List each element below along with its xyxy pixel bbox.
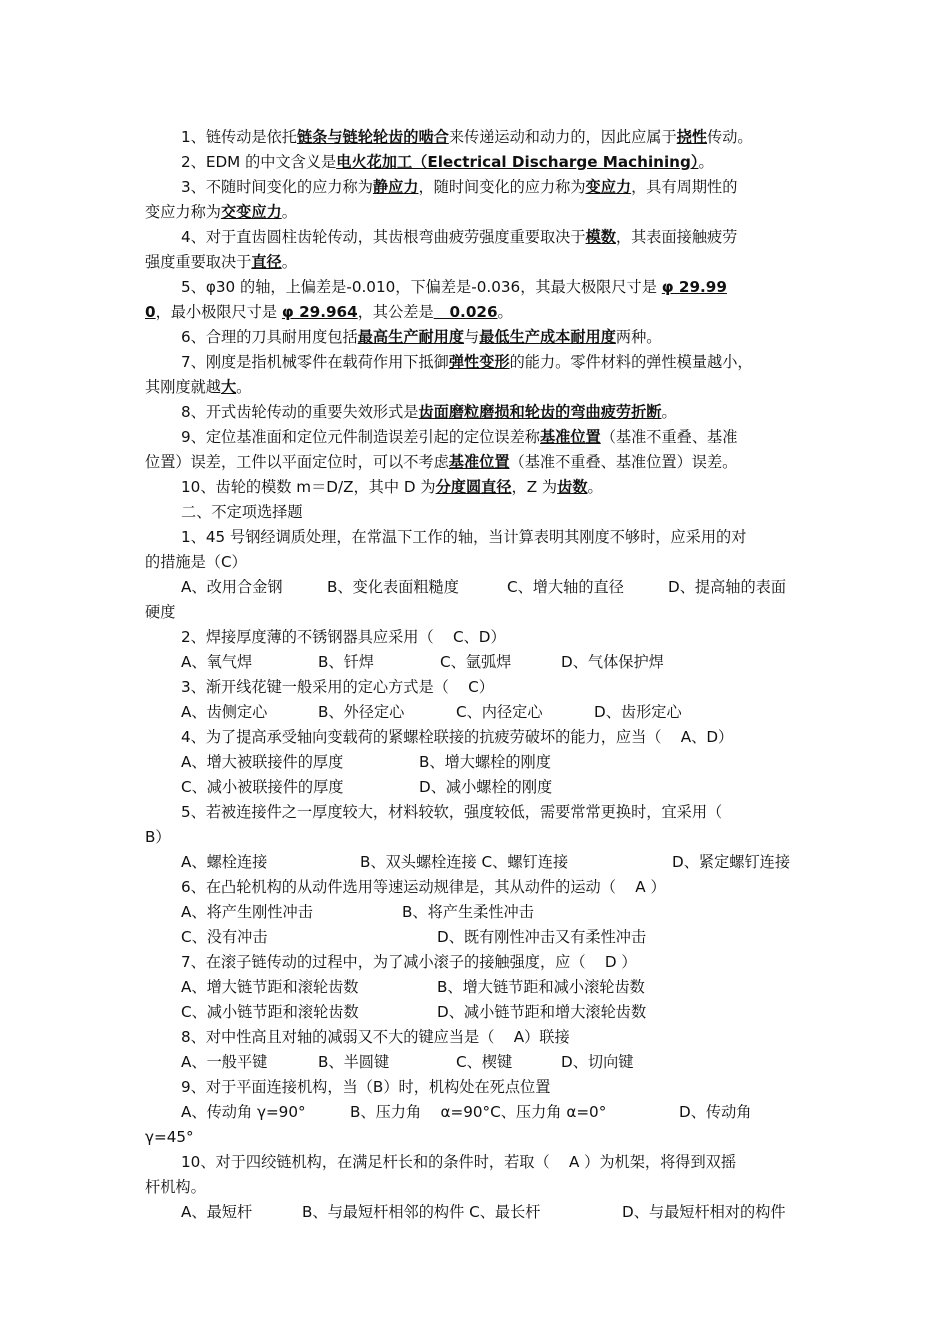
mc-q5-stem: 5、若被连接件之一厚度较大，材料较软，强度较低，需要常常更换时，宜采用（ [181,803,723,821]
mc-q8-option-d: D、切向键 [561,1053,634,1071]
mc-q2-option-b: B、钎焊 [318,653,374,671]
mc-q3-option-a: A、齿侧定心 [181,703,268,721]
mc-q7-option-d: D、减小链节距和增大滚轮齿数 [437,1003,647,1021]
mc-q6-stem: 6、在凸轮机构的从动件选用等速运动规律是，其从动件的运动（ A ） [181,878,666,896]
mc-q1-option-a: A、改用合金钢 [181,578,283,596]
mc-q1-stem: 1、45 号钢经调质处理，在常温下工作的轴，当计算表明其刚度不够时，应采用的对 [181,528,747,546]
mc-q9-option-b-c: B、压力角 α=90°C、压力角 α=0° [350,1103,607,1121]
fill-q5-line1: 5、φ30 的轴，上偏差是-0.010，下偏差是-0.036，其最大极限尺寸是 φ 29.99 [181,278,727,296]
mc-q1-option-b: B、变化表面粗糙度 [327,578,459,596]
mc-q8-option-b: B、半圆键 [318,1053,390,1071]
mc-q6-option-b: B、将产生柔性冲击 [402,903,534,921]
mc-q2-option-a: A、氧气焊 [181,653,253,671]
mc-q4-option-b: B、增大螺栓的刚度 [419,753,551,771]
fill-q7-line1: 7、刚度是指机械零件在载荷作用下抵御弹性变形的能力。零件材料的弹性模量越小， [181,353,753,371]
mc-q6-option-c: C、没有冲击 [181,928,268,946]
mc-q3-option-d: D、齿形定心 [594,703,682,721]
fill-q4-line1: 4、对于直齿圆柱齿轮传动，其齿根弯曲疲劳强度重要取决于模数，其表面接触疲劳 [181,228,738,246]
mc-q1-option-d-cont: 硬度 [145,603,176,621]
fill-q1: 1、链传动是依托链条与链轮轮齿的啮合来传递运动和动力的，因此应属于挠性传动。 [181,128,753,146]
mc-q3-stem: 3、渐开线花键一般采用的定心方式是（ C） [181,678,494,696]
fill-q4-line2: 强度重要取决于直径。 [145,253,297,271]
mc-q1-option-c: C、增大轴的直径 [507,578,624,596]
fill-q6: 6、合理的刀具耐用度包括最高生产耐用度与最低生产成本耐用度两种。 [181,328,662,346]
mc-q6-option-d: D、既有刚性冲击又有柔性冲击 [437,928,647,946]
mc-q8-stem: 8、对中性高且对轴的减弱又不大的键应当是（ A）联接 [181,1028,570,1046]
fill-q3-line2: 变应力称为交变应力。 [145,203,297,221]
mc-q9-option-d-cont: γ=45° [145,1128,194,1146]
mc-q7-option-a: A、增大链节距和滚轮齿数 [181,978,359,996]
mc-q3-option-b: B、外径定心 [318,703,405,721]
mc-q7-stem: 7、在滚子链传动的过程中，为了减小滚子的接触强度，应（ D ） [181,953,637,971]
mc-q4-stem: 4、为了提高承受轴向变载荷的紧螺栓联接的抗疲劳破坏的能力，应当（ A、D） [181,728,734,746]
mc-q4-option-c: C、减小被联接件的厚度 [181,778,344,796]
mc-q4-option-d: D、减小螺栓的刚度 [419,778,553,796]
fill-q10: 10、齿轮的模数 m＝D/Z，其中 D 为分度圆直径，Z 为齿数。 [181,478,603,496]
mc-q1-option-d: D、提高轴的表面 [668,578,787,596]
mc-q9-stem: 9、对于平面连接机构，当（B）时，机构处在死点位置 [181,1078,551,1096]
fill-q9-line2: 位置）误差，工件以平面定位时，可以不考虑基准位置（基准不重叠、基准位置）误差。 [145,453,738,471]
fill-q8: 8、开式齿轮传动的重要失效形式是齿面磨粒磨损和轮齿的弯曲疲劳折断。 [181,403,677,421]
mc-q1-stem-cont: 的措施是（C） [145,553,247,571]
mc-q2-option-c: C、氩弧焊 [440,653,512,671]
mc-q8-option-c: C、楔键 [456,1053,513,1071]
mc-q6-option-a: A、将产生刚性冲击 [181,903,313,921]
fill-q7-line2: 其刚度就越大。 [145,378,252,396]
mc-q10-option-b-c: B、与最短杆相邻的构件 C、最长杆 [302,1203,541,1221]
mc-q5-option-b-c: B、双头螺栓连接 C、螺钉连接 [360,853,569,871]
fill-q9-line1: 9、定位基准面和定位元件制造误差引起的定位误差称基准位置（基准不重叠、基准 [181,428,738,446]
mc-q9-option-a: A、传动角 γ=90° [181,1103,306,1121]
mc-q4-option-a: A、增大被联接件的厚度 [181,753,344,771]
mc-q10-stem-cont: 杆机构。 [145,1178,206,1196]
mc-q10-stem: 10、对于四绞链机构，在满足杆长和的条件时，若取（ A ）为机架，将得到双摇 [181,1153,737,1171]
mc-q9-option-d: D、传动角 [679,1103,752,1121]
mc-q10-option-d: D、与最短杆相对的构件 [622,1203,786,1221]
mc-q7-option-b: B、增大链节距和减小滚轮齿数 [437,978,645,996]
mc-q5-option-a: A、螺栓连接 [181,853,268,871]
mc-q5-stem-cont: B） [145,828,171,846]
fill-q5-line2: 0，最小极限尺寸是 φ 29.964，其公差是 0.026。 [145,303,513,321]
section-title: 二、不定项选择题 [181,503,303,521]
mc-q2-stem: 2、焊接厚度薄的不锈钢器具应采用（ C、D） [181,628,506,646]
fill-q2: 2、EDM 的中文含义是电火花加工（Electrical Discharge Machining）。 [181,153,714,171]
mc-q2-option-d: D、气体保护焊 [561,653,664,671]
mc-q3-option-c: C、内径定心 [456,703,543,721]
mc-q7-option-c: C、减小链节距和滚轮齿数 [181,1003,359,1021]
fill-q3-line1: 3、不随时间变化的应力称为静应力，随时间变化的应力称为变应力，具有周期性的 [181,178,738,196]
mc-q5-option-d: D、紧定螺钉连接 [672,853,791,871]
mc-q8-option-a: A、一般平键 [181,1053,268,1071]
mc-q10-option-a: A、最短杆 [181,1203,253,1221]
